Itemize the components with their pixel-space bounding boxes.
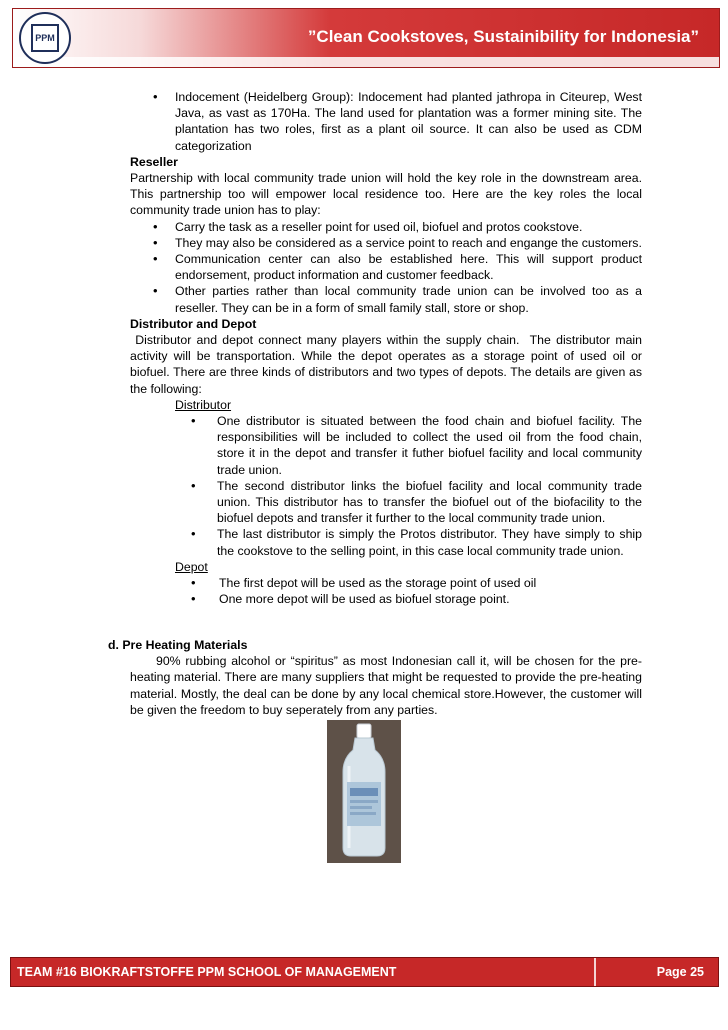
document-body [130,89,646,608]
pre-heating-section [108,637,642,718]
page-number: Page 25 [656,965,704,979]
reseller-list [130,219,642,316]
list-item: • Carry the task as a reseller point for used oil, biofuel and protos cookstove. [130,219,642,235]
list-item: • The second distributor links the biofuel facility and local community trade union. This distributor has to transfer the biofuel out of the biofacility to the biofuel depots and transfer it further to the local community trade union. [130,478,642,527]
rubbing-alcohol-bottle-image [327,720,401,863]
pre-heating-heading: d. Pre Heating Materials [108,638,248,652]
footer-team: TEAM #16 BIOKRAFTSTOFFE PPM SCHOOL OF MANAGEMENT [17,965,397,979]
intro-list [130,89,642,154]
header-band [13,57,719,67]
logo-initials: PPM [31,24,59,52]
distributor-depot-text: Distributor and depot connect many players within the supply chain. The distributor main activity will be transportation. While the depot operates as a storage point of used oil or biofuel. There are three kinds of distributors and two types of depots. The details are given as the following: [130,333,646,396]
depot-list [130,575,642,607]
distributor-list [130,413,642,559]
page-header [12,8,720,68]
list-item: • One more depot will be used as biofuel storage point. [130,591,642,607]
page-footer [10,957,719,987]
list-item: • The first depot will be used as the storage point of used oil [130,575,642,591]
list-item: • Communication center can also be established here. This will support product endorsement, product information and customer feedback. [130,251,642,283]
bottle-illustration [327,720,401,863]
pre-heating-text-content: 90% rubbing alcohol or “spiritus” as most Indonesian call it, will be chosen for the pre-heating material. There are many suppliers that might be requested to provide the pre-heating material. Mostly, the deal can be done by any local chemical store.However, the customer will be given the freedom to buy seperately from any parties. [130,654,642,717]
footer-separator [594,958,596,986]
list-item: • Other parties rather than local community trade union can be involved too as a reseller. They can be in a form of small family stall, store or shop. [130,283,642,315]
reseller-text: Partnership with local community trade union will hold the key role in the downstream area. This partnership too will empower local residence too. Here are the key roles the local community trade union has to play: [130,171,642,218]
reseller-heading: Reseller [130,154,178,169]
distributor-depot-heading: Distributor and Depot [130,316,257,331]
list-item: • Indocement (Heidelberg Group): Indocement had planted jathropa in Citeurep, West Java, as vast as 170Ha. The land used for plantation was a former mining site. The plantation has two roles, first as a plant oil source. It can also be used as CDM categorization [130,89,642,154]
ppm-logo [19,12,71,64]
distributor-label: Distributor [175,397,232,412]
list-item: • They may also be considered as a service point to reach and engange the customers. [130,235,642,251]
depot-label: Depot [175,559,208,574]
pre-heating-text [130,653,642,718]
list-item: • The last distributor is simply the Protos distributor. They have simply to ship the cookstove to the selling point, in this case local community trade union. [130,526,642,558]
header-title: ”Clean Cookstoves, Sustainibility for Indonesia” [307,27,699,46]
list-item: • One distributor is situated between the food chain and biofuel facility. The responsibilities will be included to collect the used oil from the food chain, store it in the depot and transfer it futher biofuel facility and local community trade union. [130,413,642,478]
